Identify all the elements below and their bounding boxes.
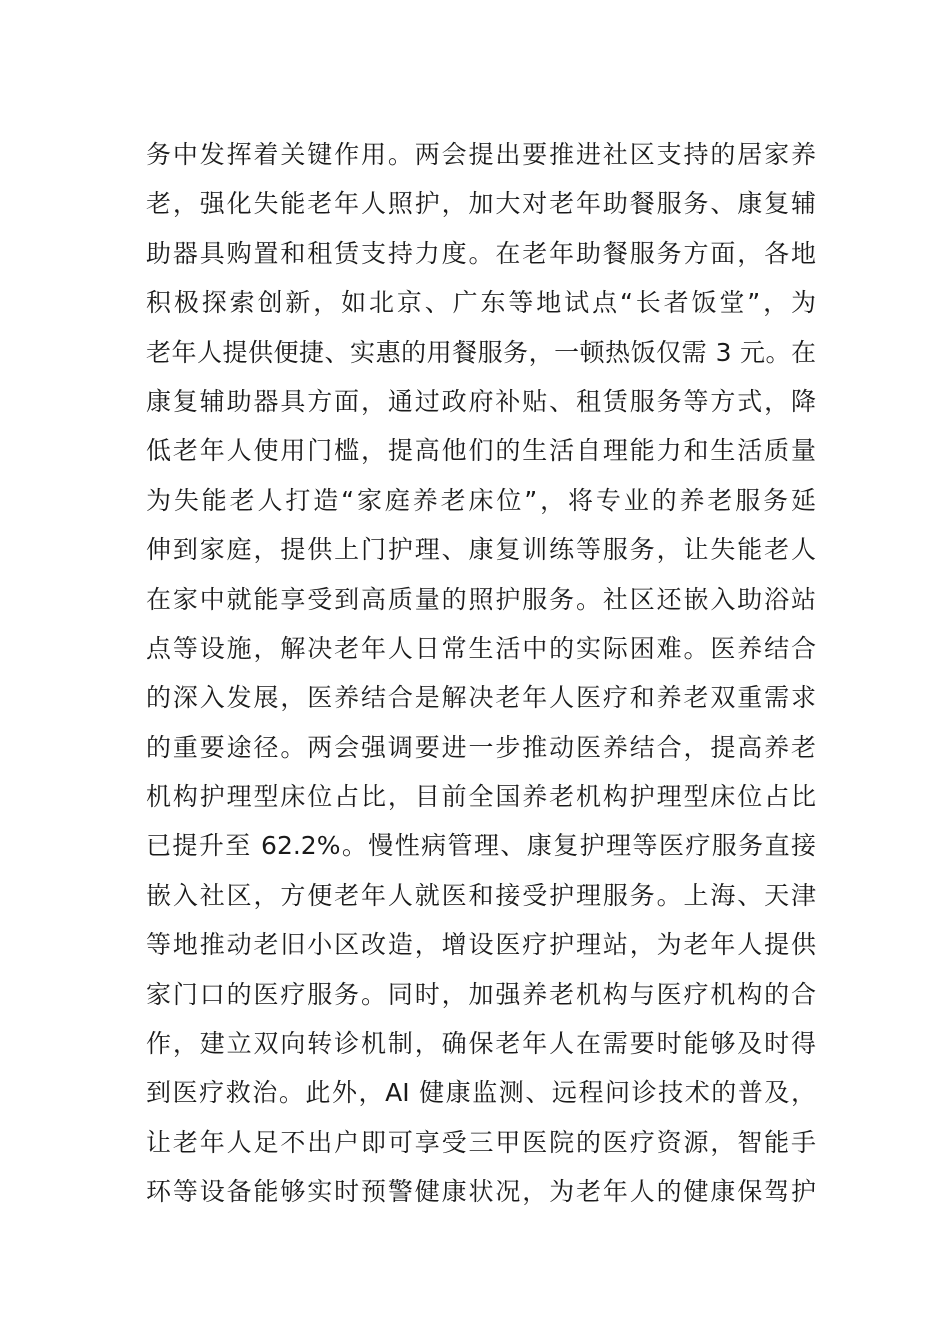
text-line: 的重要途径。两会强调要进一步推动医养结合，提高养老 [146,732,816,762]
text-line: 嵌入社区，方便老年人就医和接受护理服务。上海、天津 [146,880,816,910]
text-line: 让老年人足不出户即可享受三甲医院的医疗资源，智能手 [146,1127,816,1157]
text-line: 老，强化失能老年人照护，加大对老年助餐服务、康复辅 [146,189,816,219]
text-line: 等地推动老旧小区改造，增设医疗护理站，为老年人提供 [146,930,816,960]
text-line: 作，建立双向转诊机制，确保老年人在需要时能够及时得 [146,1029,816,1059]
text-line: 家门口的医疗服务。同时，加强养老机构与医疗机构的合 [146,979,816,1009]
text-line: 机构护理型床位占比，目前全国养老机构护理型床位占比 [146,782,816,812]
text-line: 老年人提供便捷、实惠的用餐服务，一顿热饭仅需 3 元。在 [146,337,816,367]
text-line: 务中发挥着关键作用。两会提出要推进社区支持的居家养 [146,140,816,169]
text-line: 到医疗救治。此外，AI 健康监测、远程问诊技术的普及， [146,1078,816,1108]
text-line: 为失能老人打造“家庭养老床位”，将专业的养老服务延 [146,485,816,515]
text-line: 的深入发展，医养结合是解决老年人医疗和养老双重需求 [146,683,816,713]
text-line: 点等设施，解决老年人日常生活中的实际困难。医养结合 [146,633,816,663]
text-line: 低老年人使用门槛，提高他们的生活自理能力和生活质量 [146,436,816,466]
text-line: 已提升至 62.2%。慢性病管理、康复护理等医疗服务直接 [146,831,816,861]
body-text [146,130,816,1217]
text-line: 康复辅助器具方面，通过政府补贴、租赁服务等方式，降 [146,386,816,416]
text-line: 助器具购置和租赁支持力度。在老年助餐服务方面，各地 [146,238,816,268]
text-line: 伸到家庭，提供上门护理、康复训练等服务，让失能老人 [146,535,816,565]
text-line: 在家中就能享受到高质量的照护服务。社区还嵌入助浴站 [146,584,816,614]
text-line: 环等设备能够实时预警健康状况，为老年人的健康保驾护 [146,1177,816,1207]
text-line: 积极探索创新，如北京、广东等地试点“长者饭堂”，为 [146,288,816,318]
